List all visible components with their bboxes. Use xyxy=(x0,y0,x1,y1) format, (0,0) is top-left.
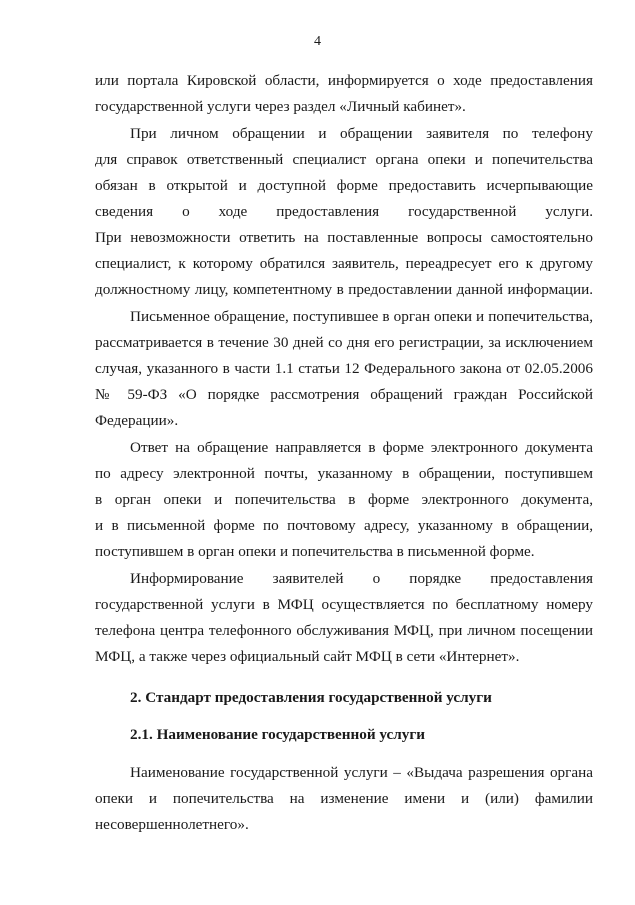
text-line: При невозможности ответить на поставленные вопросы самостоятельно xyxy=(95,229,593,246)
text-line: или портала Кировской области, информируется о ходе предоставления xyxy=(95,72,593,89)
text-line: и в письменной форме по почтовому адресу, указанному в обращении, xyxy=(95,517,593,534)
text-line: государственной услуги в МФЦ осуществляется по бесплатному номеру xyxy=(95,596,593,613)
text-line: поступившем в орган опеки и попечительства в письменной форме. xyxy=(95,543,535,560)
text-line: телефона центра телефонного обслуживания МФЦ, при личном посещении xyxy=(95,622,593,639)
text-line: При личном обращении и обращении заявителя по телефону xyxy=(130,125,593,142)
text-line: № 59-ФЗ «О порядке рассмотрения обращений граждан Российской xyxy=(95,386,593,403)
text-line: МФЦ, а также через официальный сайт МФЦ в сети «Интернет». xyxy=(95,648,520,665)
text-line: Ответ на обращение направляется в форме электронного документа xyxy=(130,439,593,456)
text-line: Письменное обращение, поступившее в орган опеки и попечительства, xyxy=(130,308,593,325)
page-number: 4 xyxy=(314,34,321,49)
text-line: государственной услуги через раздел «Личный кабинет». xyxy=(95,98,466,115)
text-line: Наименование государственной услуги – «Выдача разрешения органа xyxy=(130,764,593,781)
text-line: Информирование заявителей о порядке предоставления xyxy=(130,570,593,587)
text-line: рассматривается в течение 30 дней со дня его регистрации, за исключением xyxy=(95,334,593,351)
text-line: специалист, к которому обратился заявитель, переадресует его к другому xyxy=(95,255,593,272)
text-line: опеки и попечительства на изменение имени и (или) фамилии xyxy=(95,790,593,807)
text-line: случая, указанного в части 1.1 статьи 12 Федерального закона от 02.05.2006 xyxy=(95,360,593,377)
text-line: по адресу электронной почты, указанному в обращении, поступившем xyxy=(95,465,593,482)
text-line: Федерации». xyxy=(95,412,179,429)
text-line: обязан в открытой и доступной форме предоставить исчерпывающие xyxy=(95,177,593,194)
text-line: в орган опеки и попечительства в форме электронного документа, xyxy=(95,491,593,508)
text-line: сведения о ходе предоставления государственной услуги. xyxy=(95,203,593,220)
section-heading: 2.1. Наименование государственной услуги xyxy=(130,726,426,743)
section-heading: 2. Стандарт предоставления государственной услуги xyxy=(130,689,492,706)
text-line: должностному лицу, компетентному в предоставлении данной информации. xyxy=(95,281,593,298)
text-line: для справок ответственный специалист органа опеки и попечительства xyxy=(95,151,593,168)
text-line: несовершеннолетнего». xyxy=(95,816,249,833)
